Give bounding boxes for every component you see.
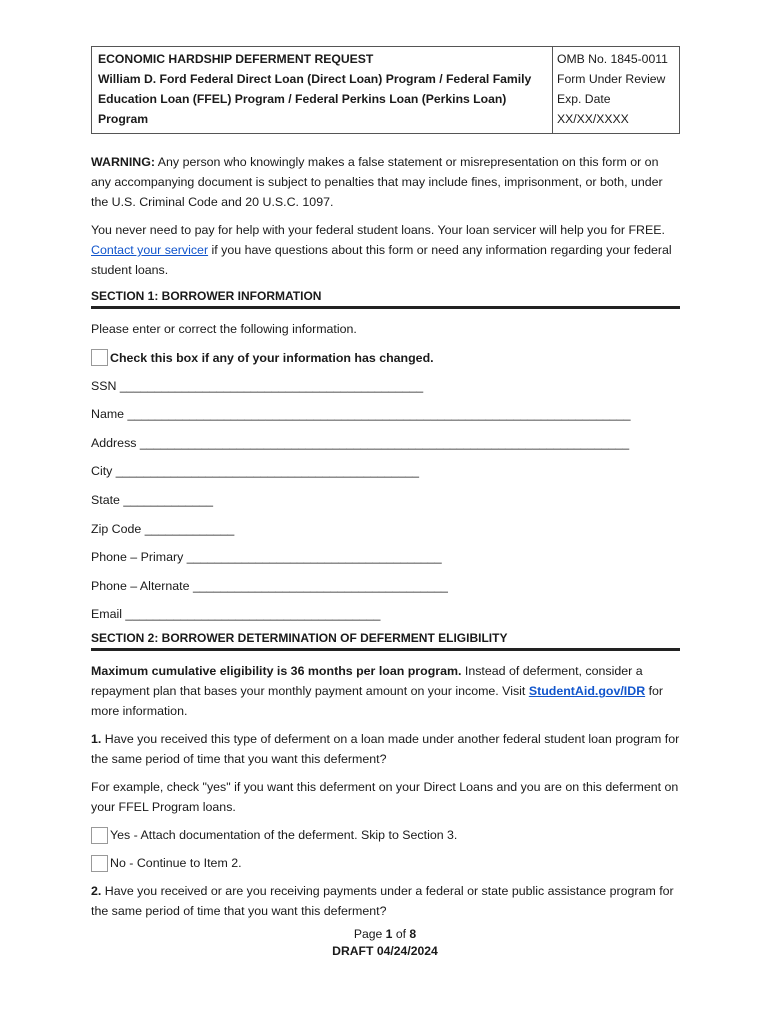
warning-label: WARNING: (91, 155, 156, 169)
state-field[interactable]: State _____________ (91, 492, 213, 507)
page-prefix: Page (353, 927, 386, 941)
omb-info (553, 47, 679, 133)
section1-instruction: Please enter or correct the following information. (91, 322, 357, 336)
q1-no-row (91, 853, 680, 873)
contact-servicer-link[interactable]: Contact your servicer (91, 243, 209, 257)
q1-no-checkbox[interactable] (91, 855, 108, 872)
section2-heading: SECTION 2: BORROWER DETERMINATION OF DEFERMENT ELIGIBILITY (91, 630, 680, 651)
max-eligibility-after: for more information. (91, 684, 664, 719)
max-eligibility-text: Instead of deferment, consider a repayment plan that bases your monthly payment amount on your income. Visit (91, 664, 643, 699)
q1-yes-row (91, 825, 680, 845)
question-2-text: Have you received or are you receiving payments under a federal or state public assistance program for the same period of time that you want this deferment? (91, 884, 674, 919)
phone-alternate-field[interactable]: Phone – Alternate _____________________________________ (91, 578, 448, 593)
form-status: Form Under Review (557, 72, 666, 86)
draft-date: DRAFT 04/24/2024 (332, 944, 438, 958)
question-1-number: 1. (91, 732, 102, 747)
form-header (91, 46, 680, 134)
title-line: ECONOMIC HARDSHIP DEFERMENT REQUEST (98, 52, 374, 66)
info-changed-label: Check this box if any of your information has changed. (110, 350, 434, 365)
page-footer (0, 926, 770, 960)
q1-yes-label: Yes - Attach documentation of the deferment. Skip to Section 3. (110, 828, 458, 843)
page-of: of (392, 927, 410, 941)
page-total: 8 (409, 927, 417, 941)
name-field[interactable]: Name _________________________________________________________________________ (91, 407, 631, 422)
ssn-field[interactable]: SSN ____________________________________________ (91, 378, 424, 393)
q1-yes-checkbox[interactable] (91, 827, 108, 844)
email-field[interactable]: Email _____________________________________ (91, 607, 381, 622)
title-line: Education Loan (FFEL) Program / Federal Perkins Loan (Perkins Loan) (98, 92, 507, 106)
help-rest: if you have questions about this form or need any information regarding your federal student loans. (91, 243, 672, 277)
page-current: 1 (385, 927, 393, 941)
question-1-example: For example, check "yes" if you want this deferment on your Direct Loans and you are on this deferment on your FFEL Program loans. (91, 780, 679, 815)
address-field[interactable]: Address _______________________________________________________________________ (91, 435, 630, 450)
question-1-text: Have you received this type of deferment on a loan made under another federal student loan program for the same period of time that you want this deferment? (91, 732, 680, 767)
question-1 (91, 729, 680, 769)
warning-text: Any person who knowingly makes a false statement or misrepresentation on this form or on any accompanying document is subject to penalties that may include fines, imprisonment, or both, under the U.S. Criminal Code and 20 U.S.C. 1097. (91, 155, 663, 209)
exp-date-value: XX/XX/XXXX (557, 112, 629, 126)
phone-primary-field[interactable]: Phone – Primary _____________________________________ (91, 550, 442, 565)
max-eligibility-paragraph (91, 661, 680, 721)
page-number (0, 926, 770, 943)
title-line: William D. Ford Federal Direct Loan (Direct Loan) Program / Federal Family (98, 72, 532, 86)
q1-no-label: No - Continue to Item 2. (110, 856, 242, 871)
exp-date-label: Exp. Date (557, 92, 611, 106)
question-2-number: 2. (91, 884, 102, 899)
warning-paragraph (91, 152, 680, 212)
info-changed-checkbox[interactable] (91, 349, 108, 366)
question-2 (91, 881, 680, 921)
section1-heading: SECTION 1: BORROWER INFORMATION (91, 288, 680, 309)
form-page (91, 46, 680, 929)
help-intro: You never need to pay for help with your federal student loans. Your loan servicer will help you for FREE. (91, 223, 665, 237)
zip-field[interactable]: Zip Code _____________ (91, 521, 235, 536)
omb-number: OMB No. 1845-0011 (557, 52, 668, 66)
city-field[interactable]: City ____________________________________________ (91, 464, 419, 479)
max-eligibility-bold: Maximum cumulative eligibility is 36 months per loan program. (91, 664, 462, 679)
help-paragraph (91, 220, 680, 280)
info-changed-row (91, 348, 680, 368)
studentaid-idr-link[interactable]: StudentAid.gov/IDR (528, 684, 646, 699)
form-title (92, 47, 553, 133)
title-line: Program (98, 112, 149, 126)
